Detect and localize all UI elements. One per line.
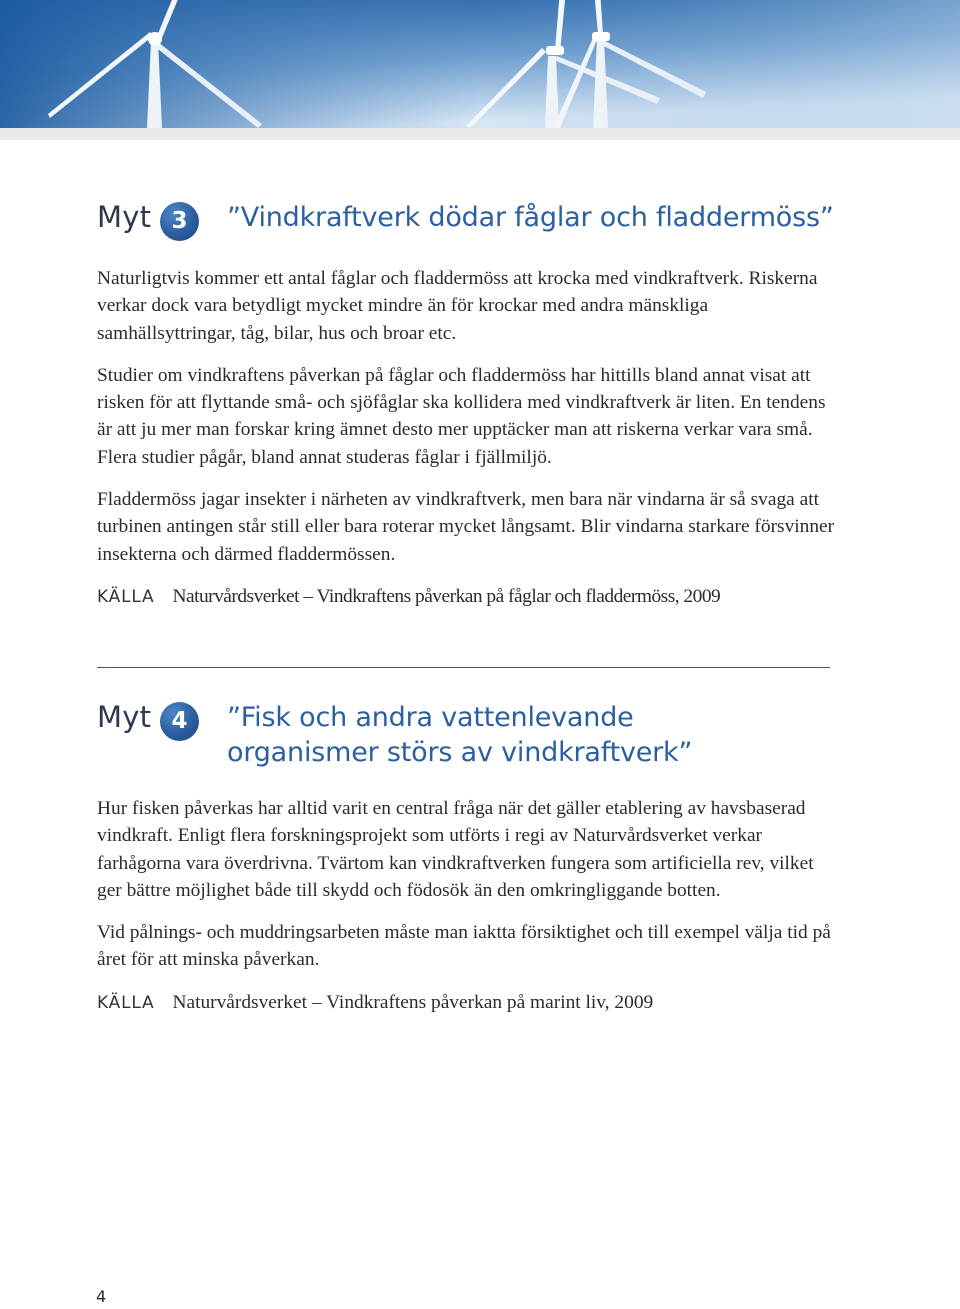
myth-paragraph: Vid pålnings- och muddringsarbeten måste man iaktta försiktighet och till exempel välja tid på året för att minska påverkan. [97,922,831,971]
myth-paragraph: Hur fisken påverkas har alltid varit en central fråga när det gäller etablering av havsbaserad vindkraft. Enligt flera forskningsprojekt som utförts i regi av Naturvårdsverket verkar farhågorna vara överdrivna. Tvärtom kan vindkraftverken fungera som artificiella rev, vilket ger bättre möjlighet både till skydd och födosök än den omkringliggande botten. [97,798,814,901]
page-number: 4 [96,1287,107,1306]
header-photo-wind-turbines [0,0,960,128]
source-text: Naturvårdsverket – Vindkraftens påverkan på fåglar och fladdermöss, 2009 [172,585,721,607]
myth-paragraph: Studier om vindkraftens påverkan på fåglar och fladdermöss har hittills bland annat visat att risken för att flyttande små- och sjöfåglar ska kollidera med vindkraftverk är liten. En tendens är att ju mer man forskar kring ämnet desto mer upptäcker man att riskerna verkar vara små. Flera studier pågår, bland annat studeras fåglar i fjällmiljö. [97,364,826,468]
source-label: KÄLLA [97,586,155,607]
myth-header [97,700,837,795]
myth-paragraph: Fladdermöss jagar insekter i närheten av vindkraftverk, men bara när vindarna är så svaga att turbinen antingen står still eller bara roterar mycket långsamt. Blir vindarna starkare försvinner insekterna och därmed fladdermössen. [97,489,835,565]
source-text: Naturvårdsverket – Vindkraftens påverkan på marint liv, 2009 [172,991,654,1013]
myth-number-badge: 4 [160,702,199,741]
myth-prefix: Myt [97,200,152,234]
myth-title: ”Vindkraftverk dödar fåglar och fladdermöss” [227,202,834,233]
myth-title [227,700,847,770]
myth-title-line: organismer störs av vindkraftverk” [227,737,693,768]
myth-section-4 [97,700,837,1017]
myth-number-badge: 3 [160,202,199,241]
source-citation [97,989,837,1017]
source-label: KÄLLA [97,992,155,1013]
header-divider-strip [0,128,960,140]
section-divider [97,667,830,668]
myth-title-line: ”Fisk och andra vattenlevande [227,702,634,733]
wind-turbines-image [0,0,960,128]
myth-paragraph: Naturligtvis kommer ett antal fåglar och fladdermöss att krocka med vindkraftverk. Riskerna verkar dock vara betydligt mycket mindre än för krockar med andra mänskliga samhällsyttringar, tåg, bilar, hus och broar etc. [97,268,818,344]
myth-section-3 [97,200,837,611]
source-citation [97,583,837,611]
myth-header [97,200,837,280]
myth-prefix: Myt [97,700,152,734]
